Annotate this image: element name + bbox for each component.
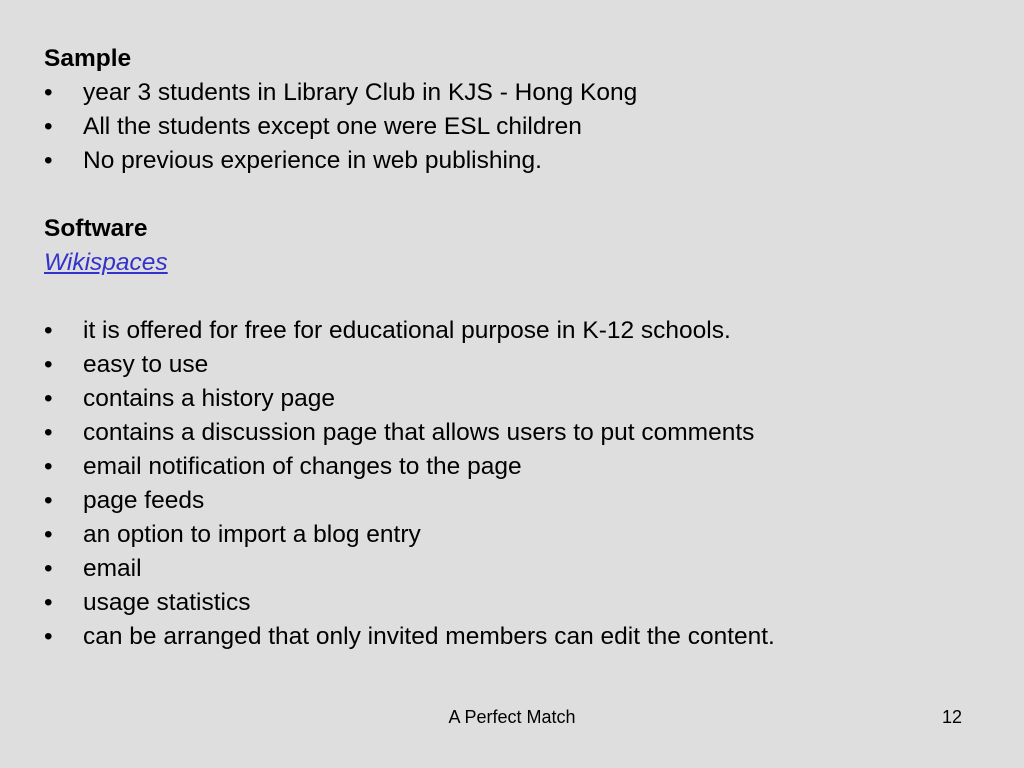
list-item	[44, 348, 984, 382]
bullet-text: email notification of changes to the page	[83, 453, 522, 480]
list-item	[44, 314, 984, 348]
spacer	[44, 280, 984, 314]
footer-title: A Perfect Match	[448, 707, 576, 727]
page-number: 12	[941, 707, 962, 727]
wikispaces-link[interactable]: Wikispaces	[44, 249, 168, 276]
bullet-text: contains a history page	[83, 385, 335, 412]
bullet-text: page feeds	[83, 487, 205, 514]
list-item	[44, 416, 984, 450]
bullet-icon: •	[44, 419, 53, 446]
bullet-icon: •	[44, 317, 53, 344]
list-item	[44, 518, 984, 552]
bullet-text: can be arranged that only invited members can edit the content.	[83, 623, 775, 650]
sample-bullet-list	[44, 76, 984, 178]
list-item	[44, 450, 984, 484]
software-heading: Software	[44, 215, 148, 242]
bullet-icon: •	[44, 623, 53, 650]
bullet-icon: •	[44, 79, 53, 106]
sample-heading: Sample	[44, 45, 132, 72]
bullet-icon: •	[44, 351, 53, 378]
slide-body	[44, 42, 984, 654]
bullet-icon: •	[44, 453, 53, 480]
bullet-icon: •	[44, 147, 53, 174]
bullet-text: it is offered for free for educational purpose in K-12 schools.	[83, 317, 731, 344]
bullet-icon: •	[44, 589, 53, 616]
list-item	[44, 76, 984, 110]
list-item	[44, 484, 984, 518]
bullet-text: All the students except one were ESL children	[83, 113, 582, 140]
bullet-text: usage statistics	[83, 589, 251, 616]
bullet-text: contains a discussion page that allows users to put comments	[83, 419, 755, 446]
list-item	[44, 620, 984, 654]
bullet-text: year 3 students in Library Club in KJS - Hong Kong	[83, 79, 638, 106]
bullet-text: email	[83, 555, 142, 582]
bullet-icon: •	[44, 521, 53, 548]
list-item	[44, 110, 984, 144]
list-item	[44, 552, 984, 586]
list-item	[44, 586, 984, 620]
list-item	[44, 144, 984, 178]
list-item	[44, 382, 984, 416]
bullet-icon: •	[44, 385, 53, 412]
bullet-icon: •	[44, 555, 53, 582]
spacer	[44, 178, 984, 212]
bullet-icon: •	[44, 113, 53, 140]
bullet-icon: •	[44, 487, 53, 514]
bullet-text: easy to use	[83, 351, 209, 378]
bullet-text: an option to import a blog entry	[83, 521, 421, 548]
bullet-text: No previous experience in web publishing.	[83, 147, 542, 174]
software-bullet-list	[44, 314, 984, 654]
link-line	[44, 246, 984, 280]
